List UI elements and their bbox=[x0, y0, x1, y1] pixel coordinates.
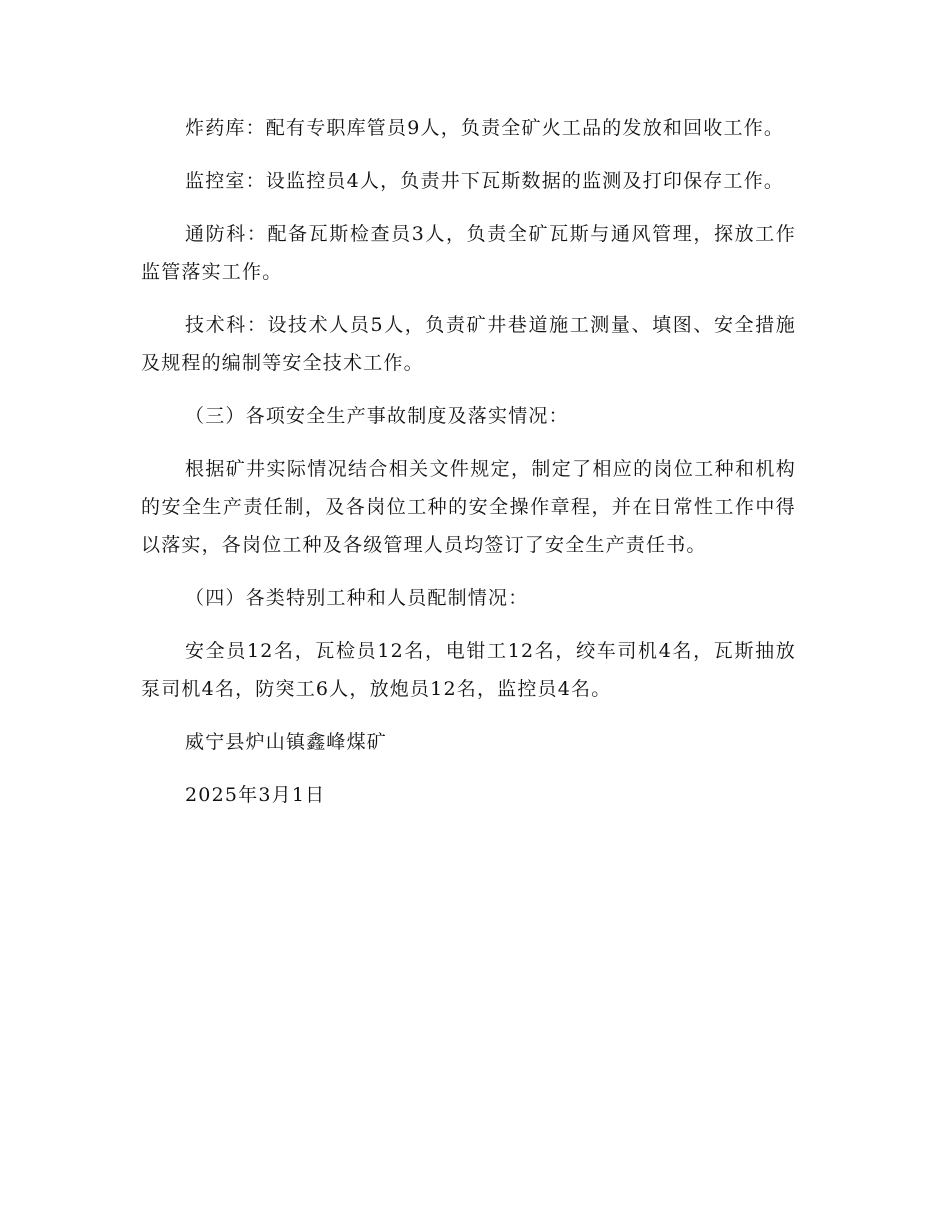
section-4-body: 安全员12名，瓦检员12名，电钳工12名，绞车司机4名，瓦斯抽放泵司机4名，防突工6人，放炮员12名，监控员4名。 bbox=[141, 640, 796, 700]
section-4-heading: （四）各类特别工种和人员配制情况： bbox=[185, 587, 529, 609]
section-3-body: 根据矿井实际情况结合相关文件规定，制定了相应的岗位工种和机构的安全生产责任制，及各岗位工种的安全操作章程，并在日常性工作中得以落实，各岗位工种及各级管理人员均签订了安全生产责任书。 bbox=[141, 458, 796, 556]
signature-organization: 威宁县炉山镇鑫峰煤矿 bbox=[185, 731, 388, 753]
document-body bbox=[141, 109, 796, 829]
paragraph-explosives-depot: 炸药库：配有专职库管员9人，负责全矿火工品的发放和回收工作。 bbox=[185, 117, 785, 139]
signature-date: 2025年3月1日 bbox=[185, 784, 326, 806]
paragraph-ventilation-dept: 通防科：配备瓦斯检查员3人，负责全矿瓦斯与通风管理，探放工作监管落实工作。 bbox=[141, 223, 796, 283]
paragraph-technical-dept: 技术科：设技术人员5人，负责矿井巷道施工测量、填图、安全措施及规程的编制等安全技术工作。 bbox=[141, 314, 796, 374]
paragraph-monitoring-room: 监控室：设监控员4人，负责井下瓦斯数据的监测及打印保存工作。 bbox=[185, 170, 785, 192]
section-3-heading: （三）各项安全生产事故制度及落实情况： bbox=[185, 405, 569, 427]
